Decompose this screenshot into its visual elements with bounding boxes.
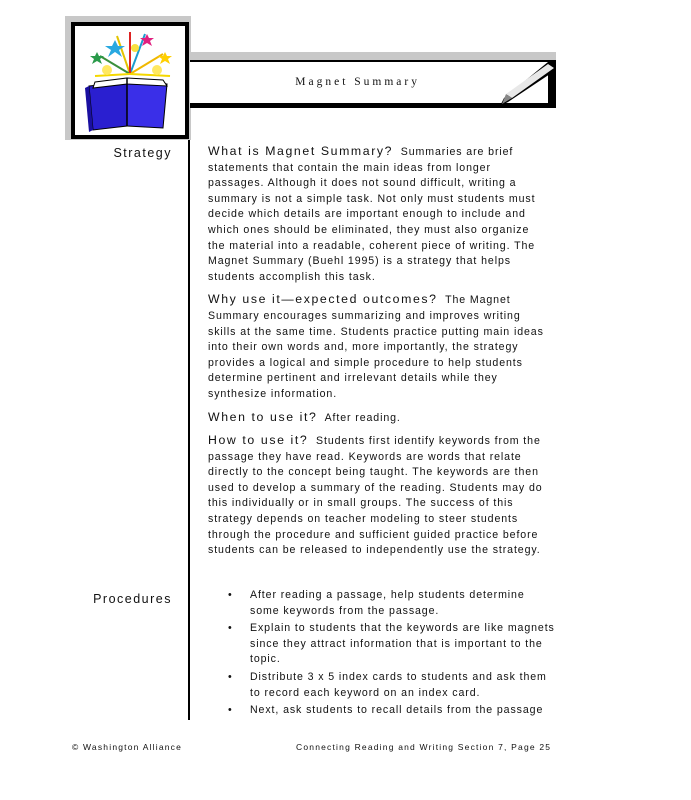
pen-icon — [498, 62, 556, 108]
section-text: After reading. — [324, 411, 401, 424]
section-how — [208, 433, 550, 559]
list-item — [226, 670, 556, 701]
page-title: Magnet Summary — [295, 76, 420, 88]
bullet-icon: • — [228, 704, 233, 717]
section-when — [208, 410, 550, 427]
section-lead: What is Magnet Summary? — [208, 144, 394, 158]
procedure-text: Next, ask students to recall details from the passage — [250, 704, 544, 717]
column-divider — [188, 140, 190, 720]
section-why — [208, 292, 550, 402]
section-text: Summaries are brief statements that contain the main ideas from longer passages. Although it does not sound difficult, writing a summary is not a simple task. Not only must students must decide which details are important enough to include and which ones should be eliminated, they must also organize the material into a readable, coherent piece of writing. The Magnet Summary (Buehl 1995) is a strategy that helps students accomplish this task. — [208, 146, 536, 283]
list-item — [226, 621, 556, 668]
procedure-text: Explain to students that the keywords are like magnets since they attract information that is important to the topic. — [250, 622, 555, 666]
footer-copyright: © Washington Alliance — [72, 742, 183, 752]
procedures-list — [226, 588, 556, 721]
strategy-content — [208, 144, 550, 566]
section-lead: When to use it? — [208, 409, 318, 424]
section-text: Students first identify keywords from the passage they have read. Keywords are words that relate directly to the concept being taught. The keywords are then used to develop a summary of the reading. Students may do this individually or in small groups. The success of this strategy depends on teacher modeling to steer students through the procedure and sufficient guided practice before students can be released to independently use the strategy. — [208, 435, 543, 557]
bullet-icon: • — [228, 670, 233, 683]
footer-page-info: Connecting Reading and Writing Section 7, Page 25 — [296, 742, 552, 752]
section-text: The Magnet Summary encourages summarizing and improves writing skills at the same time. Students practice putting main ideas into their own words and, more importantly, the strategy provides a logical and simple procedure to help students determine pertinent and irrelevant details while they synthesize information. — [208, 294, 544, 400]
procedure-text: Distribute 3 x 5 index cards to students and ask them to record each keyword on an index card. — [250, 670, 547, 699]
book-clipart-frame — [71, 22, 189, 139]
list-item — [226, 588, 556, 619]
procedure-text: After reading a passage, help students determine some keywords from the passage. — [250, 589, 525, 617]
bullet-icon: • — [228, 622, 233, 635]
section-what — [208, 144, 550, 285]
strategy-label: Strategy — [113, 146, 172, 160]
list-item — [226, 703, 556, 719]
open-book-icon — [75, 26, 185, 136]
section-lead: Why use it—expected outcomes? — [208, 292, 438, 307]
bullet-icon: • — [228, 589, 233, 601]
procedures-label: Procedures — [93, 592, 172, 606]
section-lead: How to use it? — [208, 433, 309, 448]
